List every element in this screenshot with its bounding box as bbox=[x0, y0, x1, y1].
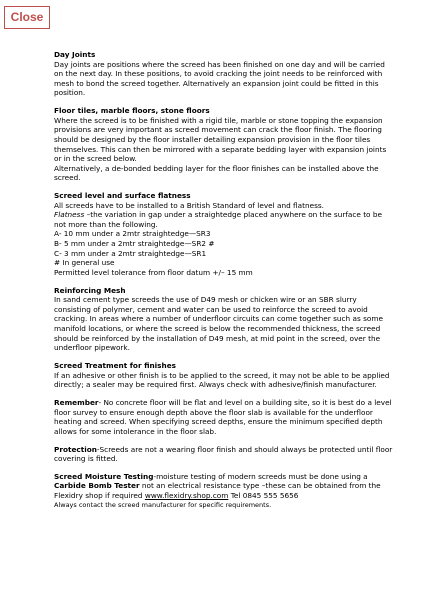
text-flatness bbox=[54, 210, 394, 229]
moisture-note: Always contact the screed manufacturer for specific requirements. bbox=[54, 500, 272, 509]
text-moisture bbox=[54, 472, 394, 501]
flatness-term: Flatness bbox=[54, 210, 85, 220]
text-reinforcing-mesh: In sand cement type screeds the use of D49 mesh or chicken wire or an SBR slurry consisting of polymer, cement and water can be used to reinforce the screed to avoid cracking. In areas where a number of underfloor circuits can come together such as some manifold locations, or where the screed is below the recommended thickness, the screed should be reinforced by the installation of D49 mesh, at mid point in the screed, over the underfloor pipework. bbox=[54, 295, 383, 353]
section-day-joints bbox=[54, 50, 394, 98]
section-remember bbox=[54, 398, 394, 436]
carbide-bomb-term: Carbide Bomb Tester bbox=[54, 481, 140, 491]
protection-body: -Screeds are not a wearing floor finish and should always be protected until floor covering is fitted. bbox=[54, 444, 393, 464]
text-floor-tiles-alt: Alternatively, a de-bonded bedding layer for the floor finishes can be installed above the screed. bbox=[54, 163, 379, 183]
close-button[interactable]: Close bbox=[4, 6, 50, 29]
remember-body: - No concrete floor will be flat and level on a building site, so it is best do a level floor survey to ensure enough depth above the floor slab is available for the underfloor heating and screed. When specifying screed depths, ensure the minimum specified depth allows for some intolerance in the floor slab. bbox=[54, 397, 392, 436]
heading-screed-treatment: Screed Treatment for finishes bbox=[54, 360, 177, 370]
heading-floor-tiles: Floor tiles, marble floors, stone floors bbox=[54, 106, 210, 116]
list-item: Permitted level tolerance from floor datum +/– 15 mm bbox=[54, 267, 253, 277]
text-screed-treatment: If an adhesive or other finish is to be applied to the screed, it may not be able to be applied directly; a sealer may be required first. Always check with adhesive/finish manufacturer. bbox=[54, 370, 390, 390]
heading-day-joints: Day Joints bbox=[54, 50, 96, 59]
text-remember bbox=[54, 398, 394, 436]
text-day-joints: Day joints are positions where the screed has been finished on one day and will be carried on the next day. In these positions, to avoid cracking the joint needs to be reinforced with mesh to bond the screed together. Alternatively an expansion joint could be fitted in this position. bbox=[54, 59, 385, 98]
text-floor-tiles: Where the screed is to be finished with a rigid tile, marble or stone topping the expansion provisions are very important as screed movement can crack the floor finish. The flooring should be designed by the floor installer detailing expansion provision in the floor tiles themselves. This can then be mirrored with a separate bedding layer with expansion joints or in the screed below. bbox=[54, 115, 387, 164]
text-protection bbox=[54, 445, 394, 464]
section-reinforcing-mesh bbox=[54, 286, 394, 353]
section-moisture bbox=[54, 472, 394, 509]
section-screed-level bbox=[54, 191, 394, 277]
list-item: C- 3 mm under a 2mtr straightedge—SR1 bbox=[54, 248, 207, 258]
moisture-body-1: -moisture testing of modern screeds must be done using a bbox=[153, 471, 368, 481]
list-item: A- 10 mm under a 2mtr straightedge—SR3 bbox=[54, 229, 211, 239]
flexidry-link[interactable]: www.flexidry.shop.com bbox=[144, 491, 229, 501]
section-floor-tiles bbox=[54, 106, 394, 183]
section-protection bbox=[54, 445, 394, 464]
section-screed-treatment bbox=[54, 361, 394, 390]
remember-label: Remember bbox=[54, 397, 99, 407]
list-item: # In general use bbox=[54, 258, 115, 268]
moisture-body-2: not an electrical resistance type –these can be obtained from the Flexidry shop if required bbox=[54, 481, 381, 501]
protection-label: Protection bbox=[54, 444, 97, 454]
moisture-label: Screed Moisture Testing bbox=[54, 471, 154, 481]
list-item: B- 5 mm under a 2mtr straightedge—SR2 # bbox=[54, 239, 215, 249]
text-screed-level-intro: All screeds have to be installed to a British Standard of level and flatness. bbox=[54, 200, 324, 210]
moisture-phone: Tel 0845 555 5656 bbox=[228, 491, 299, 501]
heading-screed-level: Screed level and surface flatness bbox=[54, 191, 191, 201]
heading-reinforcing-mesh: Reinforcing Mesh bbox=[54, 285, 126, 295]
flatness-definition: –the variation in gap under a straightedge placed anywhere on the surface to be not more than the following. bbox=[54, 210, 382, 229]
document-body bbox=[54, 50, 394, 517]
